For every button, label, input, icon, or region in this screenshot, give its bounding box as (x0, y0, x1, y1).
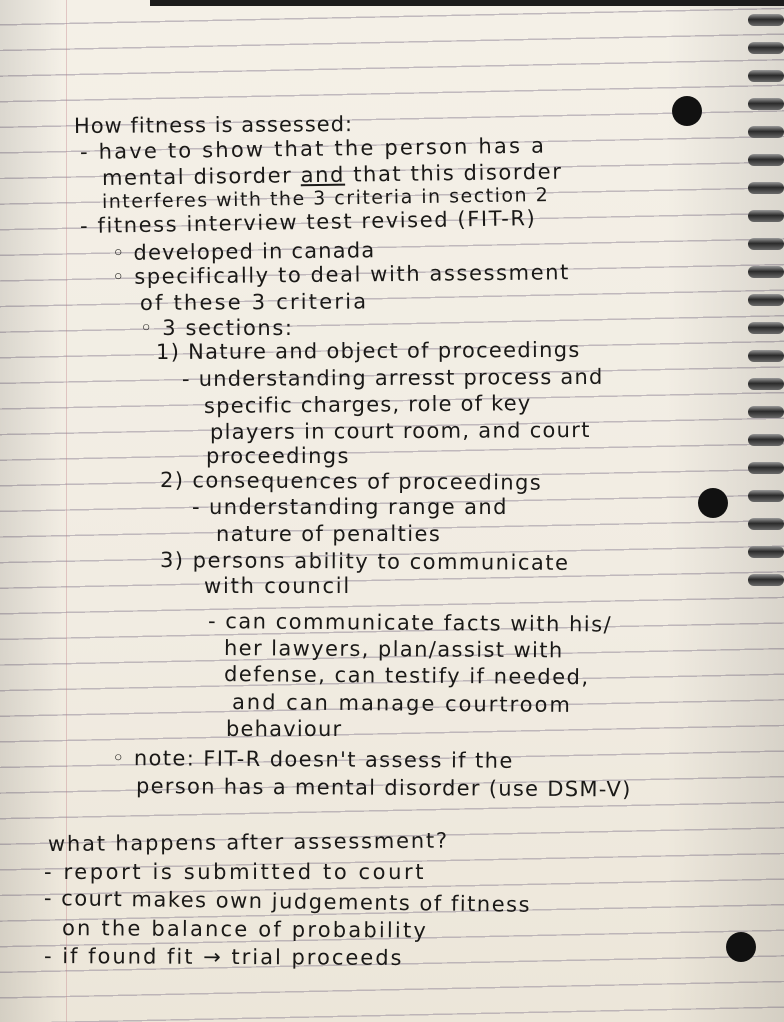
spiral-coil (748, 98, 784, 110)
note-fragment: mental disorder (101, 163, 301, 190)
heading-how-fitness-assessed: How fitness is assessed: (73, 112, 354, 138)
spiral-coil (748, 154, 784, 166)
spiral-coil (748, 518, 784, 530)
note-line: ◦ specifically to deal with assessment (111, 260, 571, 289)
note-line: - can communicate facts with his/ (207, 609, 613, 637)
heading-what-happens-after-assessment: what happens after assessment? (47, 828, 450, 856)
spiral-coil (748, 462, 784, 474)
note-line: specific charges, role of key (203, 391, 532, 418)
note-line: on the balance of probability (61, 916, 429, 943)
note-line: ◦ 3 sections: (140, 316, 294, 340)
spiral-coil (748, 322, 784, 334)
binder-hole-bottom (726, 932, 756, 962)
binder-hole-middle (698, 488, 728, 518)
binder-hole-top (672, 96, 702, 126)
note-line: - fitness interview test revised (FIT-R) (79, 206, 537, 238)
note-line: - understanding arresst process and (181, 364, 604, 391)
note-line: nature of penalties (216, 522, 442, 546)
note-fragment: that this disorder (344, 159, 563, 187)
spiral-coil (748, 378, 784, 390)
note-line: - if found fit → trial proceeds (43, 944, 404, 970)
spiral-coil (748, 42, 784, 54)
spiral-coil (748, 434, 784, 446)
note-line: with council (204, 574, 352, 598)
note-line: 2) consequences of proceedings (159, 468, 543, 495)
note-line: ◦ note: FIT-R doesn't assess if the (111, 746, 514, 773)
note-line: her lawyers, plan/assist with (223, 636, 564, 663)
note-line: defense, can testify if needed, (223, 662, 590, 690)
spiral-coil (748, 70, 784, 82)
note-line: - understanding range and (192, 495, 508, 519)
spiral-coil (748, 210, 784, 222)
note-line: - court makes own judgements of fitness (43, 886, 532, 917)
note-line: - report is submitted to court (44, 860, 427, 884)
spiral-coil (748, 238, 784, 250)
spiral-coil (748, 490, 784, 502)
spiral-binding (744, 8, 784, 608)
spiral-coil (748, 406, 784, 418)
note-line: 3) persons ability to communicate (159, 548, 570, 575)
note-line: of these 3 criteria (139, 289, 369, 315)
note-line: person has a mental disorder (use DSM-V) (135, 774, 632, 802)
note-line: players in court room, and court (209, 418, 591, 444)
spiral-coil (748, 546, 784, 558)
note-line: interferes with the 3 criteria in section 2 (101, 183, 550, 213)
note-line: - have to show that the person has a (79, 133, 547, 164)
spiral-coil (748, 266, 784, 278)
note-line: ◦ developed in canada (111, 238, 376, 265)
spiral-coil (748, 182, 784, 194)
spiral-coil (748, 294, 784, 306)
spiral-coil (748, 350, 784, 362)
note-line: behaviour (226, 717, 343, 741)
spiral-coil (748, 126, 784, 138)
note-line: proceedings (206, 444, 350, 468)
underlined-word: and (300, 162, 346, 188)
spiral-coil (748, 574, 784, 586)
page-top-edge (150, 0, 784, 6)
note-line: and can manage courtroom (231, 690, 573, 717)
spiral-coil (748, 14, 784, 26)
note-line: 1) Nature and object of proceedings (155, 337, 581, 364)
